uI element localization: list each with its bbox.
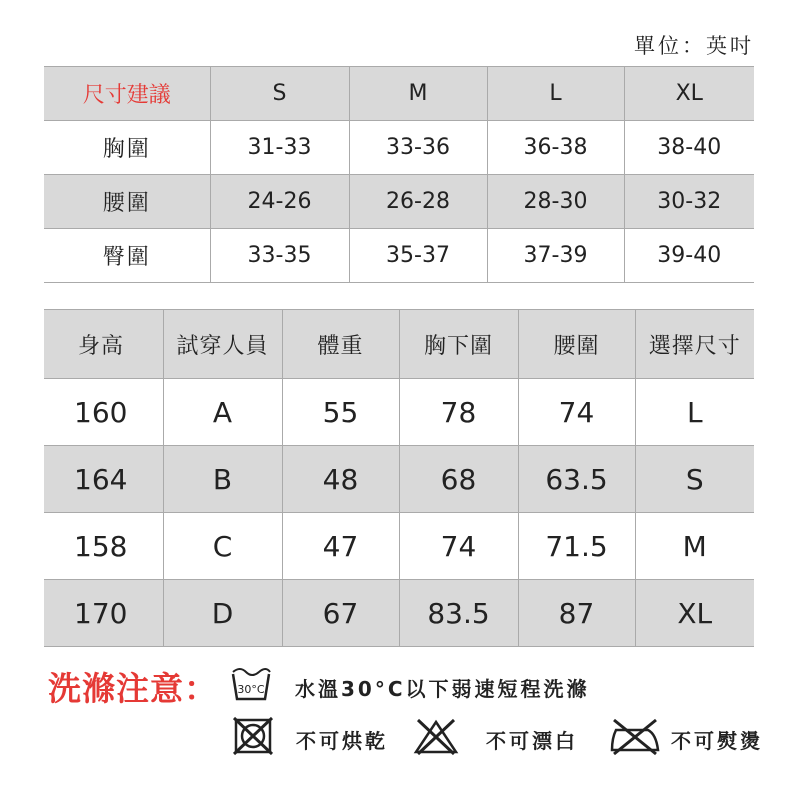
fit-header-cell: 選擇尺寸 bbox=[635, 310, 754, 379]
fit-cell: L bbox=[635, 379, 754, 446]
size-value: 37-39 bbox=[487, 229, 624, 283]
fitting-table bbox=[44, 309, 754, 647]
fit-row bbox=[44, 379, 754, 446]
size-value: 33-35 bbox=[210, 229, 349, 283]
fit-cell: 158 bbox=[44, 513, 163, 580]
size-value: 39-40 bbox=[624, 229, 754, 283]
fit-cell: A bbox=[163, 379, 282, 446]
size-value: 33-36 bbox=[349, 121, 487, 175]
size-value: 31-33 bbox=[210, 121, 349, 175]
fit-header-cell: 身高 bbox=[44, 310, 163, 379]
size-chart-table bbox=[44, 66, 754, 283]
fit-cell: S bbox=[635, 446, 754, 513]
fit-row bbox=[44, 446, 754, 513]
no-tumble-dry-label: 不可烘乾 bbox=[296, 729, 388, 753]
size-value: 26-28 bbox=[349, 175, 487, 229]
fit-row bbox=[44, 580, 754, 647]
care-title: 洗滌注意： bbox=[48, 669, 218, 708]
wash-temp-label: 30°C bbox=[237, 683, 265, 696]
wash-30-icon bbox=[230, 664, 272, 702]
fit-header-row bbox=[44, 310, 754, 379]
fit-cell: 71.5 bbox=[518, 513, 635, 580]
size-header-cell: XL bbox=[624, 67, 754, 121]
fit-cell: 48 bbox=[282, 446, 399, 513]
fit-cell: 87 bbox=[518, 580, 635, 647]
fit-cell: 74 bbox=[518, 379, 635, 446]
size-value: 30-32 bbox=[624, 175, 754, 229]
size-value: 24-26 bbox=[210, 175, 349, 229]
size-header-cell: 尺寸建議 bbox=[44, 67, 210, 121]
no-bleach-icon bbox=[412, 716, 460, 756]
fit-cell: 47 bbox=[282, 513, 399, 580]
size-value: 35-37 bbox=[349, 229, 487, 283]
no-bleach-label: 不可漂白 bbox=[486, 729, 578, 753]
fit-cell: 63.5 bbox=[518, 446, 635, 513]
fit-row bbox=[44, 513, 754, 580]
fit-cell: 68 bbox=[399, 446, 518, 513]
no-iron-label: 不可熨燙 bbox=[671, 729, 763, 753]
no-tumble-dry-icon bbox=[232, 716, 274, 756]
fit-cell: 83.5 bbox=[399, 580, 518, 647]
fit-cell: 164 bbox=[44, 446, 163, 513]
fit-cell: 74 bbox=[399, 513, 518, 580]
fit-cell: 170 bbox=[44, 580, 163, 647]
fit-cell: 78 bbox=[399, 379, 518, 446]
row-label: 臀圍 bbox=[44, 229, 210, 283]
fit-cell: B bbox=[163, 446, 282, 513]
size-value: 28-30 bbox=[487, 175, 624, 229]
size-header-row bbox=[44, 67, 754, 121]
no-iron-icon bbox=[608, 716, 662, 756]
fit-cell: 67 bbox=[282, 580, 399, 647]
row-label: 胸圍 bbox=[44, 121, 210, 175]
size-row-hip bbox=[44, 229, 754, 283]
fit-header-cell: 胸下圍 bbox=[399, 310, 518, 379]
size-value: 36-38 bbox=[487, 121, 624, 175]
wash-instruction: 水溫30°C以下弱速短程洗滌 bbox=[295, 677, 590, 701]
fit-cell: 160 bbox=[44, 379, 163, 446]
fit-cell: D bbox=[163, 580, 282, 647]
size-header-cell: L bbox=[487, 67, 624, 121]
size-row-chest bbox=[44, 121, 754, 175]
fit-header-cell: 試穿人員 bbox=[163, 310, 282, 379]
unit-label: 單位：英吋 bbox=[634, 34, 754, 58]
fit-cell: 55 bbox=[282, 379, 399, 446]
fit-cell: XL bbox=[635, 580, 754, 647]
size-header-cell: S bbox=[210, 67, 349, 121]
size-row-waist bbox=[44, 175, 754, 229]
fit-cell: C bbox=[163, 513, 282, 580]
row-label: 腰圍 bbox=[44, 175, 210, 229]
fit-header-cell: 腰圍 bbox=[518, 310, 635, 379]
fit-header-cell: 體重 bbox=[282, 310, 399, 379]
size-header-cell: M bbox=[349, 67, 487, 121]
size-value: 38-40 bbox=[624, 121, 754, 175]
fit-cell: M bbox=[635, 513, 754, 580]
